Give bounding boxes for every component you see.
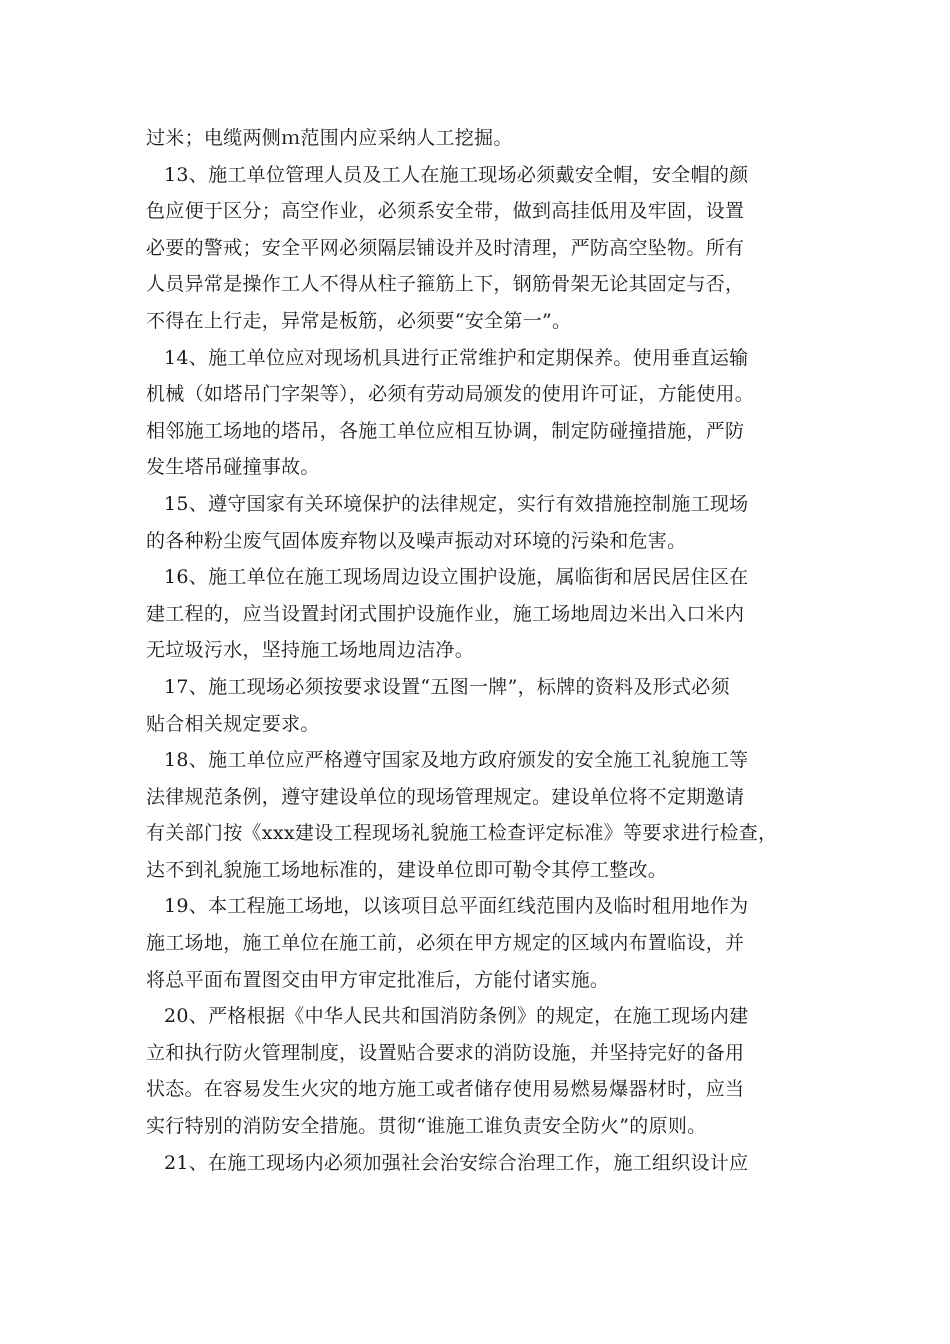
text-line: 无垃圾污水，坚持施工场地周边洁净。: [146, 639, 475, 662]
text-line: 达不到礼貌施工场地标准的，建设单位即可勒令其停工整改。: [146, 858, 668, 881]
paragraph-15-start: 15、遵守国家有关环境保护的法律规定，实行有效措施控制施工现场: [164, 492, 749, 515]
text-line: 法律规范条例，遵守建设单位的现场管理规定。建设单位将不定期邀请: [146, 785, 745, 808]
paragraph-13-start: 13、施工单位管理人员及工人在施工现场必须戴安全帽，安全帽的颜: [164, 163, 749, 186]
text-line: 施工场地，施工单位在施工前，必须在甲方规定的区域内布置临设，并: [146, 932, 745, 955]
text-line: 发生塔吊碰撞事故。: [146, 456, 320, 479]
text-line: 将总平面布置图交由甲方审定批准后，方能付诸实施。: [146, 968, 610, 991]
text-line: 状态。在容易发生火灾的地方施工或者储存使用易燃易爆器材时，应当: [146, 1078, 745, 1101]
text-line: 建工程的，应当设置封闭式围护设施作业，施工场地周边米出入口米内: [146, 602, 745, 625]
document-body: [146, 120, 826, 1181]
paragraph-18-start: 18、施工单位应严格遵守国家及地方政府颁发的安全施工礼貌施工等: [164, 749, 749, 772]
text-line: 机械（如塔吊门字架等），必须有劳动局颁发的使用许可证，方能使用。: [146, 383, 755, 406]
text-line: 过米；电缆两侧ｍ范围内应采纳人工挖掘。: [146, 127, 513, 149]
text-line: 立和执行防火管理制度，设置贴合要求的消防设施，并坚持完好的备用: [146, 1041, 745, 1064]
paragraph-20-start: 20、严格根据《中华人民共和国消防条例》的规定，在施工现场内建: [164, 1005, 749, 1028]
paragraph-17-start: 17、施工现场必须按要求设置“五图一牌”，标牌的资料及形式必须: [164, 675, 730, 698]
text-line: 不得在上行走，异常是板筋，必须要“安全第一”。: [146, 309, 572, 332]
paragraph-19-start: 19、本工程施工场地，以该项目总平面红线范围内及临时租用地作为: [164, 895, 749, 918]
text-line: 的各种粉尘废气固体废弃物以及噪声振动对环境的污染和危害。: [146, 529, 687, 552]
text-line: 必要的警戒；安全平网必须隔层铺设并及时清理，严防高空坠物。所有: [146, 236, 745, 259]
text-line: 实行特别的消防安全措施。贯彻“谁施工谁负责安全防火”的原则。: [146, 1115, 707, 1138]
paragraph-14-start: 14、施工单位应对现场机具进行正常维护和定期保养。使用垂直运输: [164, 346, 749, 369]
paragraph-16-start: 16、施工单位在施工现场周边设立围护设施，属临街和居民居住区在: [164, 566, 749, 589]
text-line: 有关部门按《xxx建设工程现场礼貌施工检查评定标准》等要求进行检查，: [146, 822, 778, 845]
text-line: 相邻施工场地的塔吊，各施工单位应相互协调，制定防碰撞措施，严防: [146, 419, 745, 442]
paragraph-21-start: 21、在施工现场内必须加强社会治安综合治理工作，施工组织设计应: [164, 1151, 749, 1174]
text-line: 人员异常是操作工人不得从柱子箍筋上下，钢筋骨架无论其固定与否，: [146, 273, 745, 296]
text-line: 贴合相关规定要求。: [146, 712, 320, 735]
text-line: 色应便于区分；高空作业，必须系安全带，做到高挂低用及牢固，设置: [146, 200, 745, 223]
